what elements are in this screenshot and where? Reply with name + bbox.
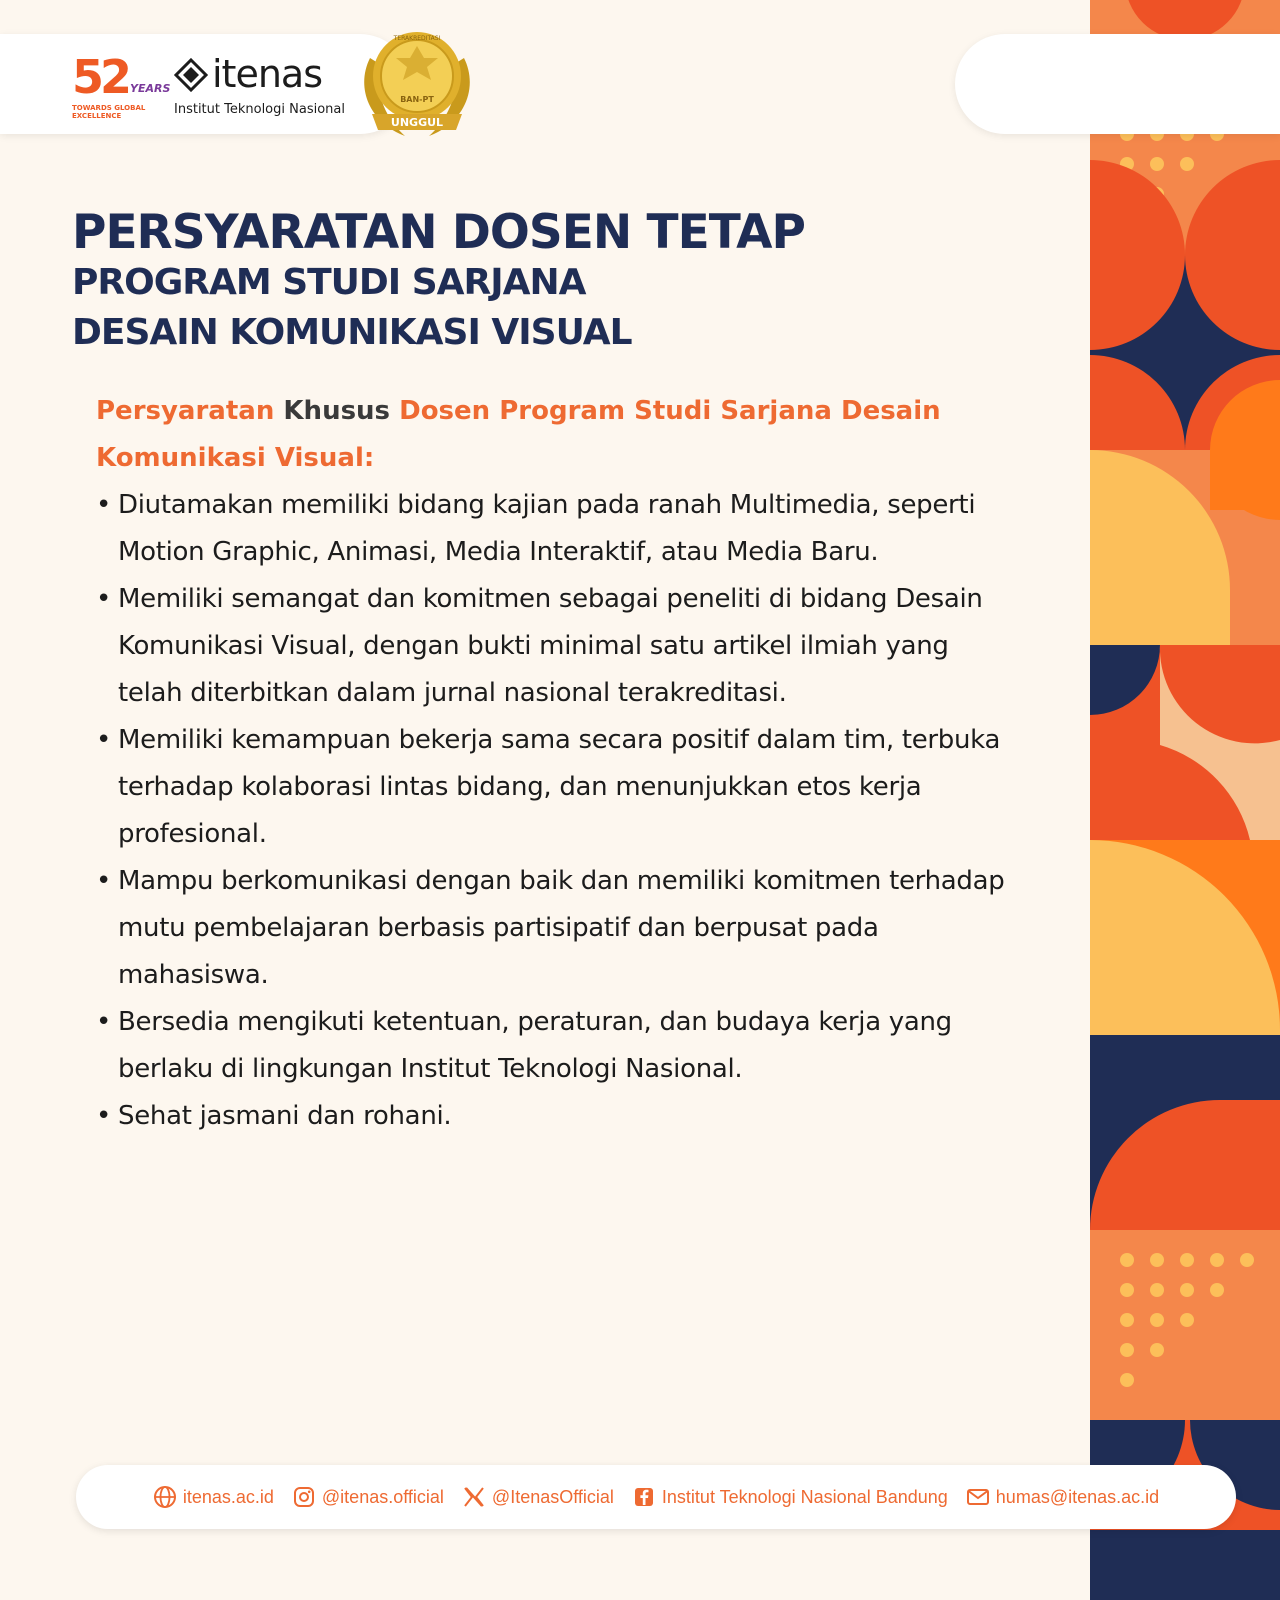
list-item: • Sehat jasmani dan rohani.	[96, 1093, 1006, 1140]
instagram-text: @itenas.official	[321, 1486, 444, 1507]
website-text: itenas.ac.id	[182, 1486, 274, 1507]
page-title: PERSYARATAN DOSEN TETAP	[72, 205, 805, 260]
decorative-pattern	[1090, 0, 1280, 1600]
requirements-section	[96, 388, 1006, 1140]
anniversary-number: 52	[72, 50, 129, 104]
institution-name: Institut Teknologi Nasional	[174, 102, 345, 117]
email-text: humas@itenas.ac.id	[995, 1486, 1160, 1507]
accreditation-badge-icon	[350, 18, 484, 148]
intro-part-a: Persyaratan	[96, 396, 275, 426]
requirements-list	[96, 482, 1006, 1140]
itenas-wordmark: itenas	[212, 52, 323, 96]
partner-logo-bar	[955, 34, 1280, 134]
facebook-text: Institut Teknologi Nasional Bandung	[661, 1486, 948, 1507]
x-text: @ItenasOfficial	[491, 1486, 614, 1507]
anniversary-suffix: YEARS	[130, 82, 171, 95]
email-link[interactable]	[966, 1485, 1159, 1509]
page-subtitle-line1: PROGRAM STUDI SARJANA	[72, 262, 586, 303]
instagram-link[interactable]	[292, 1485, 444, 1509]
intro-part-c: Dosen Program Studi Sarjana Desain Komunikasi Visual:	[96, 396, 941, 473]
instagram-icon	[292, 1485, 316, 1509]
accreditation-top-text: TERAKREDITASI	[393, 35, 441, 42]
itenas-logo	[174, 52, 344, 122]
anniversary-logo	[72, 50, 171, 124]
facebook-link[interactable]	[632, 1485, 948, 1509]
mail-icon	[966, 1485, 990, 1509]
x-link[interactable]	[462, 1485, 614, 1509]
list-item: • Diutamakan memiliki bidang kajian pada ranah Multimedia, seperti Motion Graphic, Animasi, Media Interaktif, atau Media Baru.	[96, 482, 1006, 576]
intro-part-b: Khusus	[283, 396, 391, 426]
accreditation-body-text: BAN-PT	[400, 95, 434, 104]
itenas-diamond-icon	[174, 58, 208, 92]
page-subtitle-line2: DESAIN KOMUNIKASI VISUAL	[72, 312, 632, 353]
facebook-icon	[632, 1485, 656, 1509]
list-item: • Memiliki semangat dan komitmen sebagai peneliti di bidang Desain Komunikasi Visual, dengan bukti minimal satu artikel ilmiah yang telah diterbitkan dalam jurnal nasional terakreditasi.	[96, 576, 1006, 717]
x-icon	[462, 1485, 486, 1509]
contact-footer	[76, 1465, 1236, 1529]
list-item: • Memiliki kemampuan bekerja sama secara positif dalam tim, terbuka terhadap kolaborasi lintas bidang, dan menunjukkan etos kerja profesional.	[96, 717, 1006, 858]
list-item: • Bersedia mengikuti ketentuan, peraturan, dan budaya kerja yang berlaku di lingkungan Institut Teknologi Nasional.	[96, 999, 1006, 1093]
list-item: • Mampu berkomunikasi dengan baik dan memiliki komitmen terhadap mutu pembelajaran berbasis partisipatif dan berpusat pada mahasiswa.	[96, 858, 1006, 999]
requirements-intro	[96, 388, 1006, 482]
website-link[interactable]	[153, 1485, 274, 1509]
accreditation-grade-text: UNGGUL	[390, 116, 444, 129]
globe-icon	[153, 1485, 177, 1509]
anniversary-tagline: TOWARDS GLOBAL EXCELLENCE	[72, 104, 146, 120]
